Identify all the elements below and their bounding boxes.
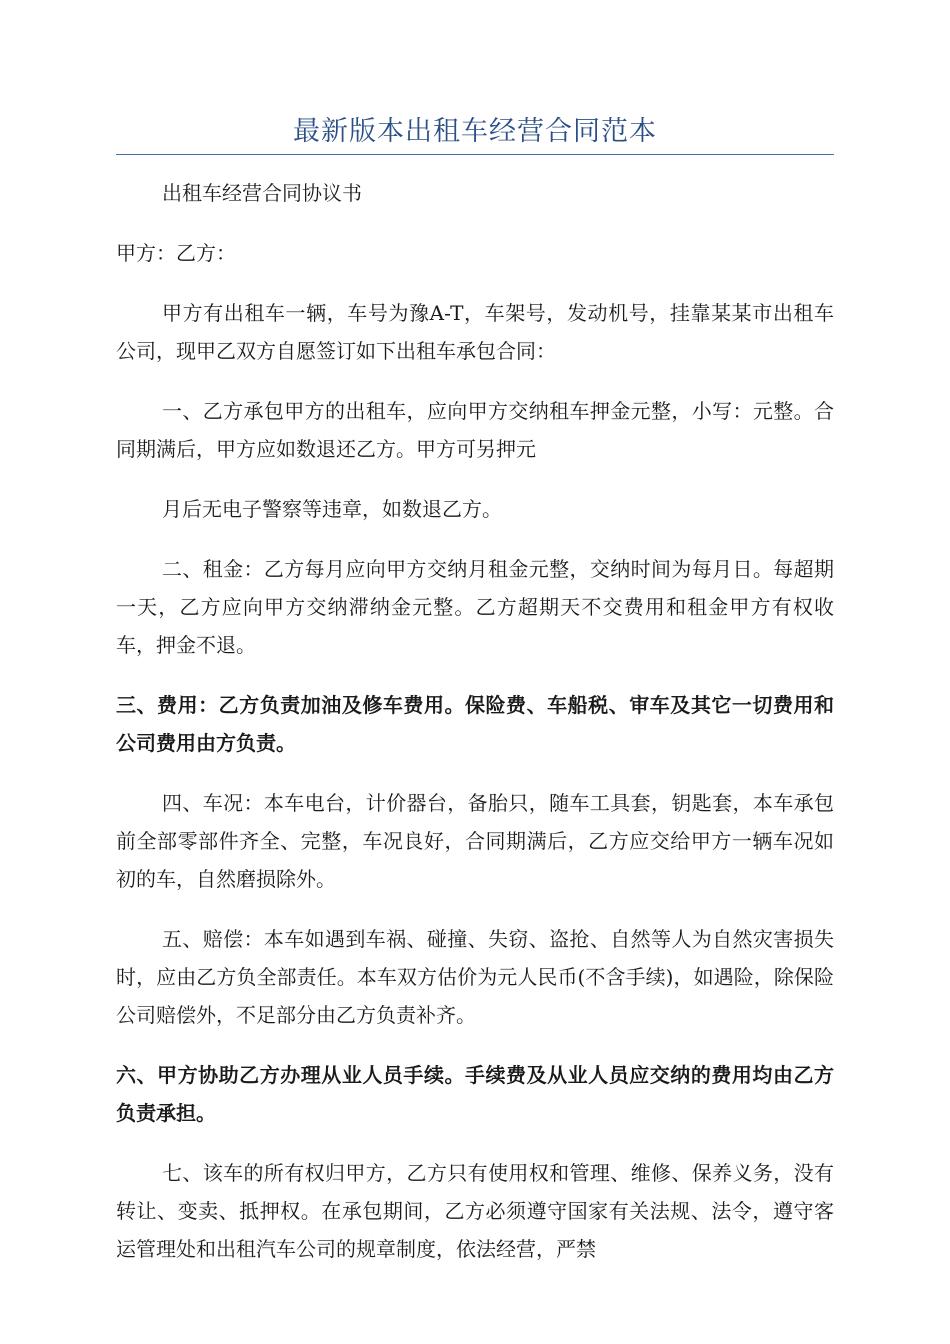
paragraph-parties: 甲方：乙方： — [116, 241, 236, 265]
paragraph-intro: 甲方有出租车一辆，车号为豫A-T，车架号，发动机号，挂靠某某市出租车公司，现甲乙双方自愿签订如下出租车承包合同： — [116, 301, 834, 363]
paragraph-clause-1: 一、乙方承包甲方的出租车，应向甲方交纳租车押金元整，小写：元整。合同期满后，甲方应如数退还乙方。甲方可另押元 — [116, 399, 834, 461]
paragraph-clause-2: 二、租金：乙方每月应向甲方交纳月租金元整，交纳时间为每月日。每超期一天，乙方应向甲方交纳滞纳金元整。乙方超期天不交费用和租金甲方有权收车，押金不退。 — [116, 557, 834, 657]
document-title: 最新版本出租车经营合同范本 — [293, 116, 657, 147]
paragraph-clause-3: 三、费用：乙方负责加油及修车费用。保险费、车船税、审车及其它一切费用和公司费用由方负责。 — [116, 693, 834, 755]
paragraph-clause-1-cont: 月后无电子警察等违章，如数退乙方。 — [162, 497, 502, 521]
document-body — [116, 174, 834, 1268]
paragraph-clause-5: 五、赔偿：本车如遇到车祸、碰撞、失窃、盗抢、自然等人为自然灾害损失时，应由乙方负全部责任。本车双方估价为元人民币(不含手续)，如遇险，除保险公司赔偿外，不足部分由乙方负责补齐。 — [116, 927, 834, 1027]
title-underline — [116, 154, 834, 155]
paragraph-clause-7: 七、该车的所有权归甲方，乙方只有使用权和管理、维修、保养义务，没有转让、变卖、抵押权。在承包期间，乙方必须遵守国家有关法规、法令，遵守客运管理处和出租汽车公司的规章制度，依法经营，严禁 — [116, 1161, 834, 1261]
paragraph-heading: 出租车经营合同协议书 — [162, 181, 362, 205]
paragraph-clause-6: 六、甲方协助乙方办理从业人员手续。手续费及从业人员应交纳的费用均由乙方负责承担。 — [116, 1063, 834, 1125]
paragraph-clause-4: 四、车况：本车电台，计价器台，备胎只，随车工具套，钥匙套，本车承包前全部零部件齐全、完整，车况良好，合同期满后，乙方应交给甲方一辆车况如初的车，自然磨损除外。 — [116, 791, 834, 891]
